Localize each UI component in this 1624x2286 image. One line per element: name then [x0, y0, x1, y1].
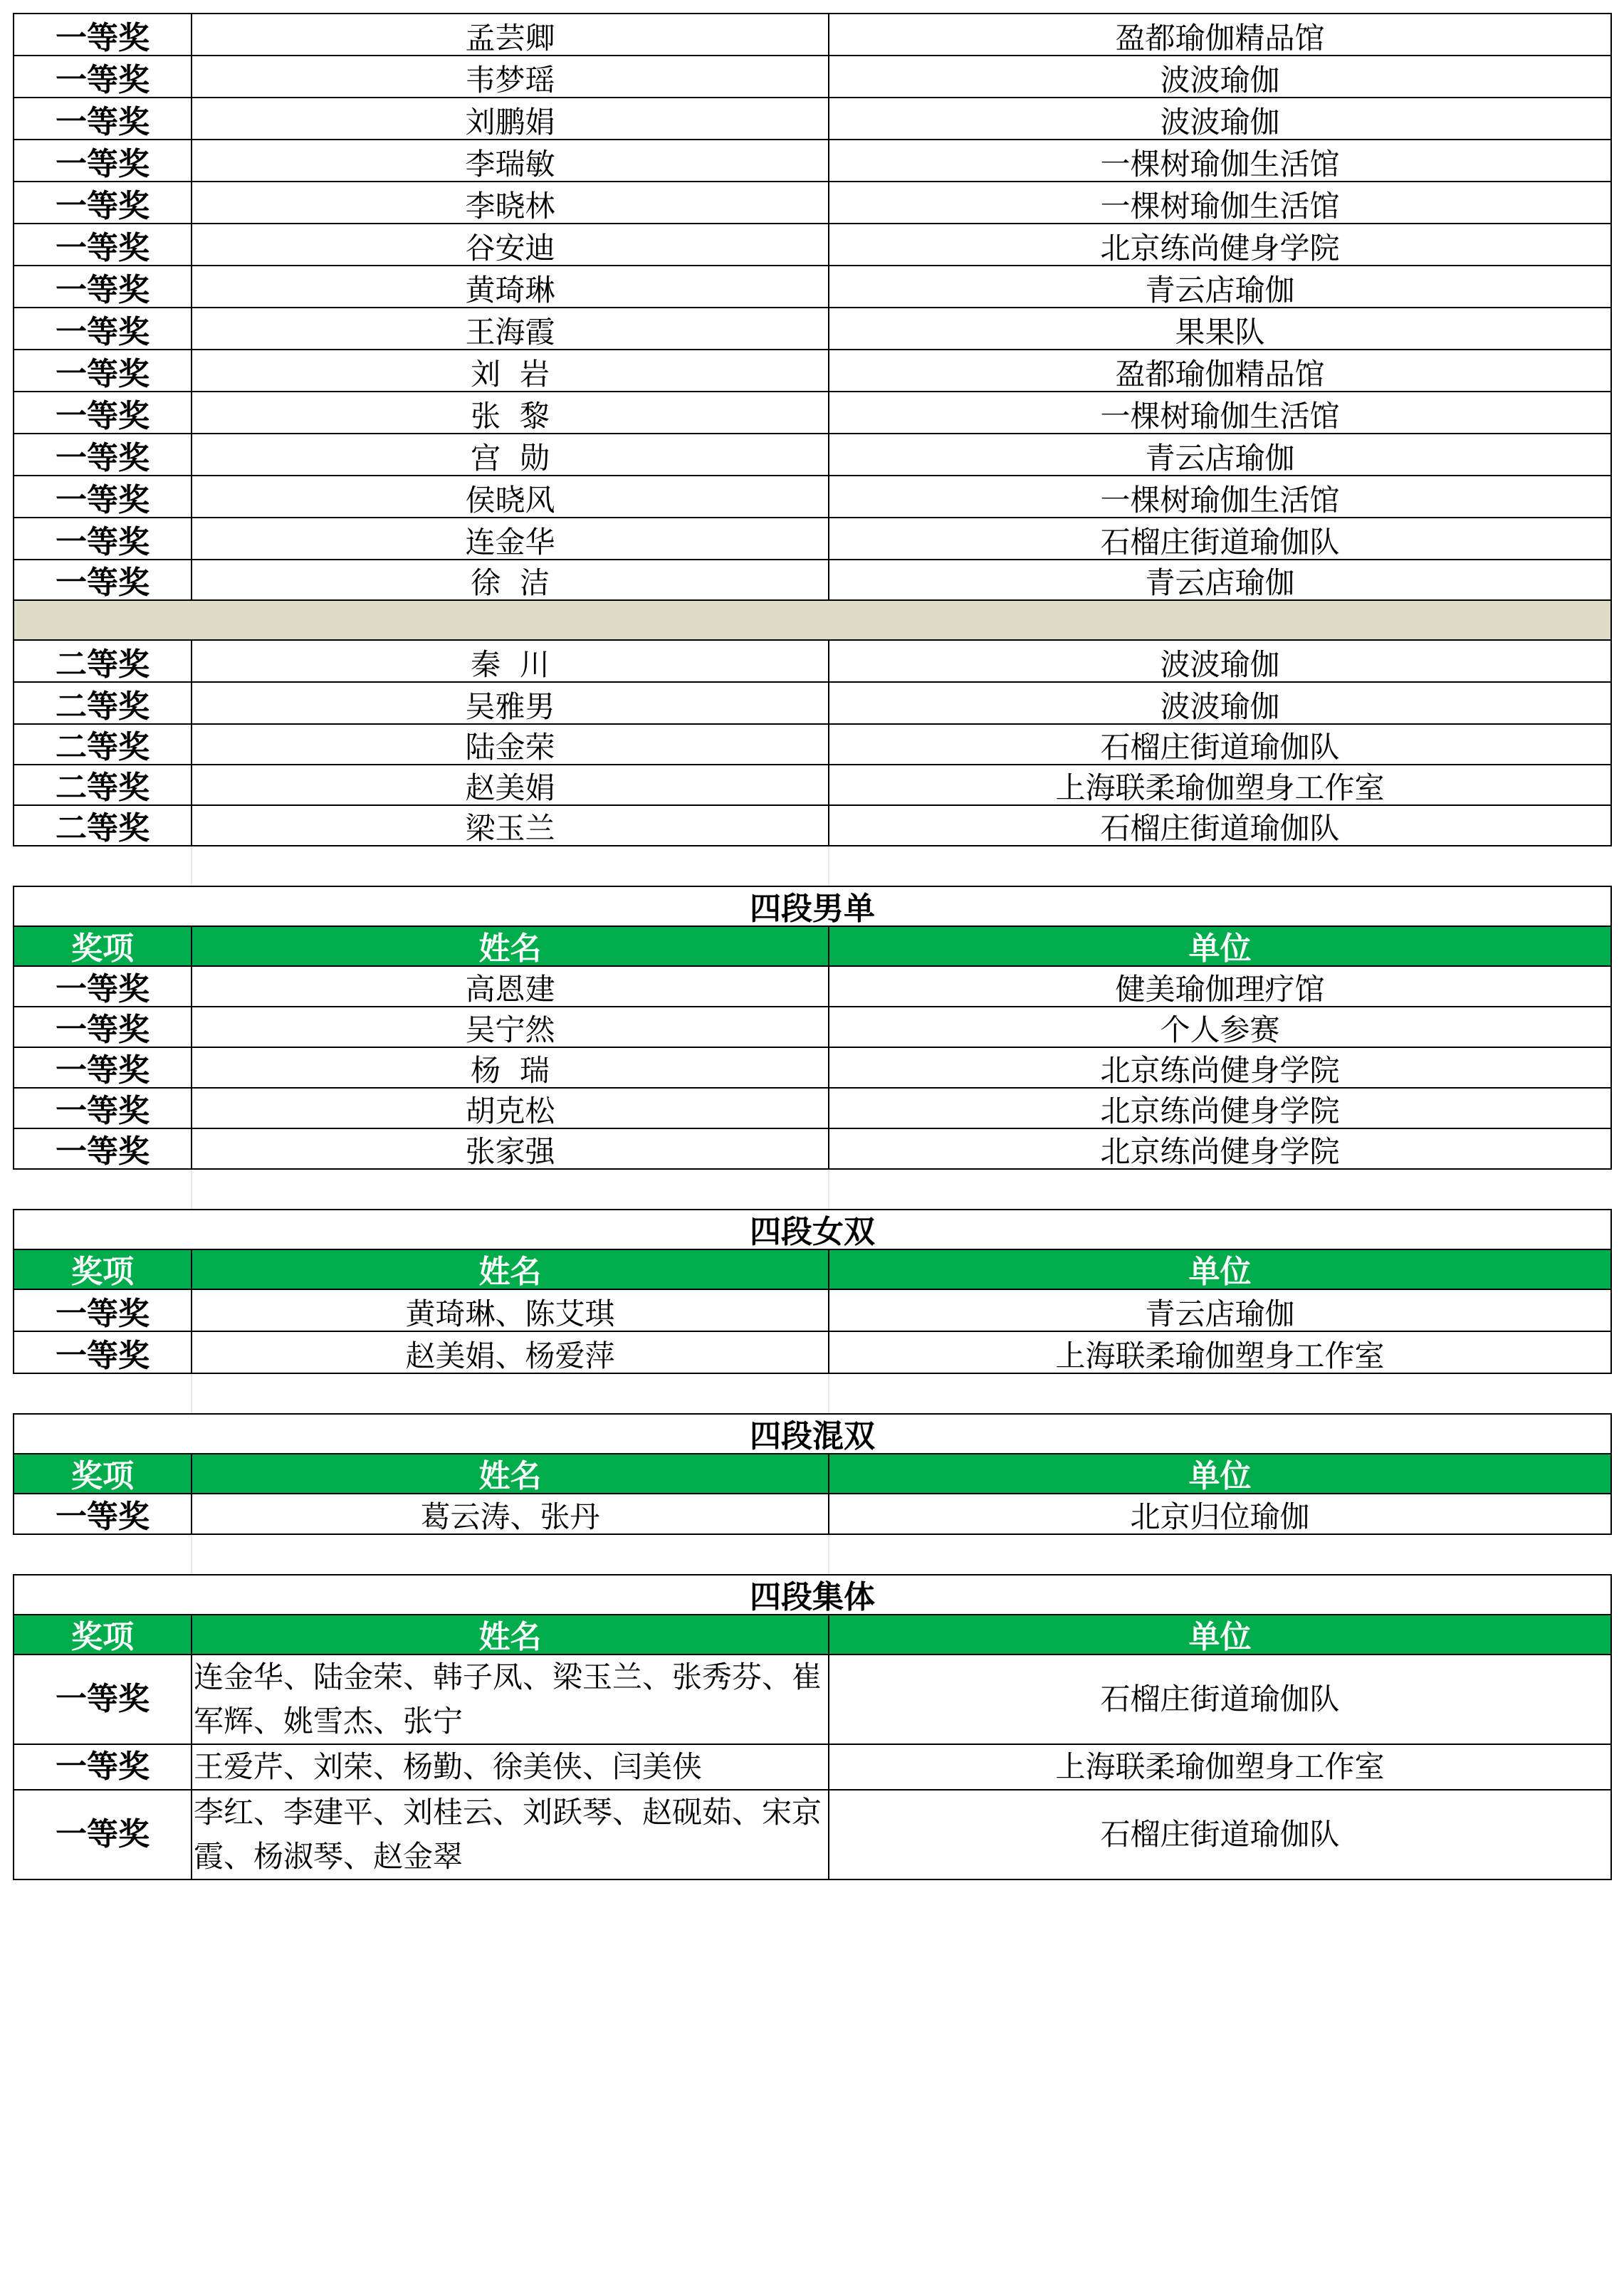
unit-cell: 上海联柔瑜伽塑身工作室	[829, 1744, 1611, 1790]
table-row	[14, 1128, 1611, 1169]
header-award: 奖项	[14, 1615, 192, 1655]
award-cell: 一等奖	[14, 1047, 192, 1088]
unit-cell: 一棵树瑜伽生活馆	[829, 476, 1611, 518]
unit-cell: 青云店瑜伽	[829, 434, 1611, 476]
unit-cell: 青云店瑜伽	[829, 1289, 1611, 1331]
header-name: 姓名	[192, 926, 829, 966]
award-cell: 一等奖	[14, 966, 192, 1007]
header-row	[14, 1615, 1611, 1655]
header-unit: 单位	[829, 1454, 1611, 1494]
award-cell: 一等奖	[14, 56, 192, 98]
name-cell: 韦梦瑶	[192, 56, 829, 98]
unit-cell: 上海联柔瑜伽塑身工作室	[829, 1331, 1611, 1373]
header-award: 奖项	[14, 1249, 192, 1289]
section-title-row	[14, 1210, 1611, 1249]
award-cell: 一等奖	[14, 266, 192, 308]
unit-cell: 石榴庄街道瑜伽队	[829, 1790, 1611, 1879]
empty-gap-row	[13, 846, 1610, 886]
unit-cell: 青云店瑜伽	[829, 266, 1611, 308]
section-title-row	[14, 1414, 1611, 1454]
award-cell: 二等奖	[14, 765, 192, 805]
award-cell: 二等奖	[14, 724, 192, 765]
name-cell: 刘鹏娟	[192, 98, 829, 140]
header-unit: 单位	[829, 926, 1611, 966]
unit-cell: 果果队	[829, 308, 1611, 350]
name-cell: 高恩建	[192, 966, 829, 1007]
name-cell: 刘 岩	[192, 350, 829, 392]
name-cell: 李晓林	[192, 182, 829, 224]
table-row	[14, 765, 1611, 805]
table-row	[14, 1744, 1611, 1790]
award-cell: 一等奖	[14, 350, 192, 392]
name-cell: 杨 瑞	[192, 1047, 829, 1088]
name-cell: 胡克松	[192, 1088, 829, 1128]
table-row	[14, 98, 1611, 140]
table-row	[14, 140, 1611, 182]
award-cell: 一等奖	[14, 1289, 192, 1331]
unit-cell: 石榴庄街道瑜伽队	[829, 1655, 1611, 1744]
name-cell: 吴宁然	[192, 1007, 829, 1047]
award-cell: 一等奖	[14, 476, 192, 518]
award-cell: 二等奖	[14, 682, 192, 724]
header-name: 姓名	[192, 1454, 829, 1494]
table-row	[14, 350, 1611, 392]
award-cell: 一等奖	[14, 224, 192, 266]
name-cell: 孟芸卿	[192, 14, 829, 56]
separator-cell	[14, 600, 1611, 640]
unit-cell: 北京练尚健身学院	[829, 224, 1611, 266]
table-row	[14, 434, 1611, 476]
name-cell: 侯晓风	[192, 476, 829, 518]
name-cell: 宫 勋	[192, 434, 829, 476]
table-row	[14, 805, 1611, 846]
results-sheet	[13, 13, 1610, 1880]
unit-cell: 盈都瑜伽精品馆	[829, 350, 1611, 392]
table-row	[14, 724, 1611, 765]
header-row	[14, 1454, 1611, 1494]
table-row	[14, 182, 1611, 224]
award-cell: 一等奖	[14, 182, 192, 224]
award-cell: 二等奖	[14, 640, 192, 682]
unit-cell: 北京练尚健身学院	[829, 1088, 1611, 1128]
unit-cell: 个人参赛	[829, 1007, 1611, 1047]
section-title-row	[14, 886, 1611, 926]
name-cell: 秦 川	[192, 640, 829, 682]
header-award: 奖项	[14, 926, 192, 966]
name-cell: 黄琦琳	[192, 266, 829, 308]
name-cell: 李瑞敏	[192, 140, 829, 182]
name-cell: 李红、李建平、刘桂云、刘跃琴、赵砚茹、宋京霞、杨淑琴、赵金翠	[192, 1790, 829, 1879]
award-cell: 一等奖	[14, 98, 192, 140]
unit-cell: 健美瑜伽理疗馆	[829, 966, 1611, 1007]
unit-cell: 石榴庄街道瑜伽队	[829, 805, 1611, 846]
unit-cell: 北京归位瑜伽	[829, 1494, 1611, 1534]
name-cell: 赵美娟、杨爱萍	[192, 1331, 829, 1373]
award-cell: 一等奖	[14, 308, 192, 350]
award-cell: 一等奖	[14, 1088, 192, 1128]
name-cell: 连金华	[192, 518, 829, 560]
name-cell: 陆金荣	[192, 724, 829, 765]
table-row	[14, 1047, 1611, 1088]
header-unit: 单位	[829, 1615, 1611, 1655]
table-row	[14, 1007, 1611, 1047]
header-unit: 单位	[829, 1249, 1611, 1289]
empty-gap-row	[13, 1170, 1610, 1209]
name-cell: 张家强	[192, 1128, 829, 1169]
header-name: 姓名	[192, 1249, 829, 1289]
table-row	[14, 682, 1611, 724]
table-row	[14, 640, 1611, 682]
unit-cell: 石榴庄街道瑜伽队	[829, 518, 1611, 560]
name-cell: 连金华、陆金荣、韩子凤、梁玉兰、张秀芬、崔军辉、姚雪杰、张宁	[192, 1655, 829, 1744]
table-row	[14, 1289, 1611, 1331]
award-cell: 一等奖	[14, 140, 192, 182]
unit-cell: 石榴庄街道瑜伽队	[829, 724, 1611, 765]
award-cell: 二等奖	[14, 805, 192, 846]
award-cell: 一等奖	[14, 1494, 192, 1534]
header-name: 姓名	[192, 1615, 829, 1655]
table-row	[14, 476, 1611, 518]
unit-cell: 波波瑜伽	[829, 98, 1611, 140]
unit-cell: 青云店瑜伽	[829, 560, 1611, 600]
table-row	[14, 966, 1611, 1007]
award-cell: 一等奖	[14, 1331, 192, 1373]
section-title: 四段女双	[14, 1210, 1611, 1249]
header-row	[14, 926, 1611, 966]
table-row	[14, 266, 1611, 308]
unit-cell: 波波瑜伽	[829, 682, 1611, 724]
separator-row	[14, 600, 1611, 640]
table-row	[14, 392, 1611, 434]
unit-cell: 北京练尚健身学院	[829, 1047, 1611, 1088]
table-row	[14, 56, 1611, 98]
table-row	[14, 1088, 1611, 1128]
name-cell: 黄琦琳、陈艾琪	[192, 1289, 829, 1331]
section-title: 四段混双	[14, 1414, 1611, 1454]
unit-cell: 波波瑜伽	[829, 640, 1611, 682]
table-row	[14, 560, 1611, 600]
mixed-double-table	[13, 1413, 1612, 1535]
group-table	[13, 1574, 1612, 1880]
table-row	[14, 1494, 1611, 1534]
table-row	[14, 1790, 1611, 1879]
award-cell: 一等奖	[14, 518, 192, 560]
name-cell: 梁玉兰	[192, 805, 829, 846]
unit-cell: 上海联柔瑜伽塑身工作室	[829, 765, 1611, 805]
award-cell: 一等奖	[14, 434, 192, 476]
name-cell: 葛云涛、张丹	[192, 1494, 829, 1534]
name-cell: 徐 洁	[192, 560, 829, 600]
award-cell: 一等奖	[14, 1655, 192, 1744]
name-cell: 张 黎	[192, 392, 829, 434]
unit-cell: 一棵树瑜伽生活馆	[829, 182, 1611, 224]
award-cell: 一等奖	[14, 1128, 192, 1169]
award-cell: 一等奖	[14, 1790, 192, 1879]
men-single-table	[13, 886, 1612, 1170]
empty-gap-row	[13, 1374, 1610, 1413]
unit-cell: 一棵树瑜伽生活馆	[829, 392, 1611, 434]
award-cell: 一等奖	[14, 1007, 192, 1047]
table-row	[14, 308, 1611, 350]
award-cell: 一等奖	[14, 392, 192, 434]
name-cell: 赵美娟	[192, 765, 829, 805]
header-row	[14, 1249, 1611, 1289]
name-cell: 王爱芹、刘荣、杨勤、徐美侠、闫美侠	[192, 1744, 829, 1790]
table-row	[14, 1331, 1611, 1373]
unit-cell: 波波瑜伽	[829, 56, 1611, 98]
section-title-row	[14, 1575, 1611, 1615]
name-cell: 王海霞	[192, 308, 829, 350]
unit-cell: 盈都瑜伽精品馆	[829, 14, 1611, 56]
empty-gap-row	[13, 1535, 1610, 1574]
women-double-table	[13, 1209, 1612, 1374]
results-table-continued	[13, 13, 1612, 846]
unit-cell: 一棵树瑜伽生活馆	[829, 140, 1611, 182]
unit-cell: 北京练尚健身学院	[829, 1128, 1611, 1169]
header-award: 奖项	[14, 1454, 192, 1494]
award-cell: 一等奖	[14, 14, 192, 56]
table-row	[14, 224, 1611, 266]
name-cell: 谷安迪	[192, 224, 829, 266]
section-title: 四段集体	[14, 1575, 1611, 1615]
table-row	[14, 518, 1611, 560]
name-cell: 吴雅男	[192, 682, 829, 724]
table-row	[14, 14, 1611, 56]
award-cell: 一等奖	[14, 1744, 192, 1790]
award-cell: 一等奖	[14, 560, 192, 600]
section-title: 四段男单	[14, 886, 1611, 926]
table-row	[14, 1655, 1611, 1744]
